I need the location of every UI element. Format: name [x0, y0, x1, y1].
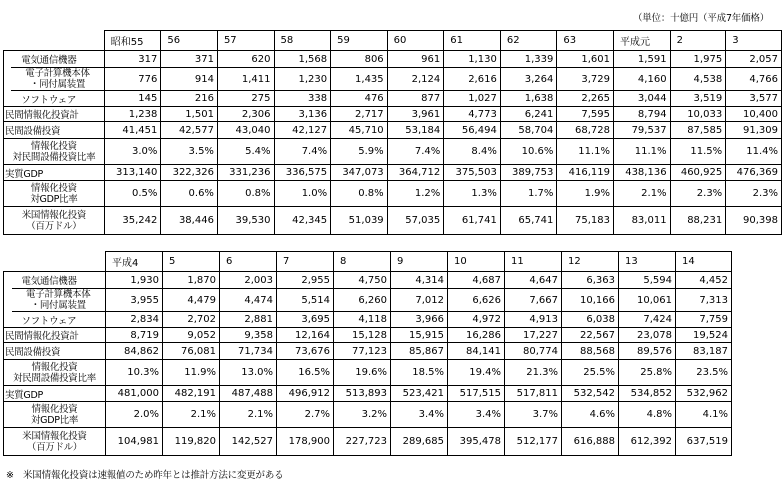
year-header: 6 — [220, 252, 277, 272]
value-cell: 5,514 — [277, 289, 334, 312]
value-cell: 2.1% — [220, 402, 277, 428]
row-label: 電子計算機本体 ・同付属装置 — [11, 68, 104, 91]
value-cell: 51,039 — [331, 207, 388, 235]
value-cell: 104,981 — [106, 428, 163, 456]
header-row — [4, 31, 782, 51]
value-cell: 178,900 — [277, 428, 334, 456]
group-bracket — [4, 51, 12, 107]
value-cell: 9,052 — [163, 328, 220, 343]
value-cell: 42,345 — [274, 207, 331, 235]
value-cell: 0.6% — [161, 181, 218, 207]
row-telecom — [4, 51, 782, 68]
value-cell: 6,363 — [562, 272, 619, 289]
value-cell: 8.4% — [444, 139, 501, 165]
it-investment-table-1 — [3, 30, 782, 235]
row-label: 民間設備投資 — [4, 122, 105, 139]
value-cell: 3.0% — [104, 139, 161, 165]
row-label: 電子計算機本体 ・同付属装置 — [12, 289, 106, 312]
value-cell: 142,527 — [220, 428, 277, 456]
value-cell: 389,753 — [500, 165, 557, 181]
value-cell: 58,704 — [500, 122, 557, 139]
year-header: 12 — [562, 252, 619, 272]
value-cell: 4,538 — [670, 68, 726, 91]
header-row — [4, 252, 732, 272]
value-cell: 73,676 — [277, 343, 334, 360]
value-cell: 11.5% — [670, 139, 726, 165]
value-cell: 5.9% — [331, 139, 388, 165]
value-cell: 2.3% — [726, 181, 782, 207]
row-us_it — [4, 428, 732, 456]
year-header: 63 — [557, 31, 614, 51]
value-cell: 416,119 — [557, 165, 614, 181]
year-header: 平成4 — [106, 252, 163, 272]
value-cell: 275 — [217, 91, 274, 107]
value-cell: 38,446 — [161, 207, 218, 235]
value-cell: 7.4% — [387, 139, 444, 165]
value-cell: 19.4% — [448, 360, 505, 386]
value-cell: 2,265 — [557, 91, 614, 107]
value-cell: 2,124 — [387, 68, 444, 91]
value-cell: 313,140 — [104, 165, 161, 181]
value-cell: 2,057 — [726, 51, 782, 68]
value-cell: 11.4% — [726, 139, 782, 165]
value-cell: 61,741 — [444, 207, 501, 235]
value-cell: 19.6% — [334, 360, 391, 386]
value-cell: 79,537 — [613, 122, 670, 139]
value-cell: 90,398 — [726, 207, 782, 235]
value-cell: 4,160 — [613, 68, 670, 91]
value-cell: 23,078 — [619, 328, 676, 343]
value-cell: 119,820 — [163, 428, 220, 456]
value-cell: 1.7% — [500, 181, 557, 207]
it-investment-table-2 — [3, 251, 732, 456]
value-cell: 2,306 — [217, 107, 274, 122]
value-cell: 371 — [161, 51, 218, 68]
value-cell: 6,626 — [448, 289, 505, 312]
year-header: 13 — [619, 252, 676, 272]
row-label: 実質GDP — [4, 165, 105, 181]
row-private_capex — [4, 343, 732, 360]
value-cell: 7,759 — [676, 312, 732, 328]
value-cell: 76,081 — [163, 343, 220, 360]
value-cell: 375,503 — [444, 165, 501, 181]
year-header: 7 — [277, 252, 334, 272]
value-cell: 56,494 — [444, 122, 501, 139]
value-cell: 84,141 — [448, 343, 505, 360]
row-computer — [4, 289, 732, 312]
value-cell: 1,238 — [104, 107, 161, 122]
value-cell: 7,595 — [557, 107, 614, 122]
value-cell: 914 — [161, 68, 218, 91]
value-cell: 4,913 — [505, 312, 562, 328]
value-cell: 3,961 — [387, 107, 444, 122]
value-cell: 11.1% — [613, 139, 670, 165]
value-cell: 1.9% — [557, 181, 614, 207]
row-label: 米国情報化投資 （百万ドル） — [4, 207, 105, 235]
value-cell: 2,616 — [444, 68, 501, 91]
row-label: 民間設備投資 — [4, 343, 106, 360]
value-cell: 1.0% — [274, 181, 331, 207]
value-cell: 776 — [104, 68, 161, 91]
year-header: 9 — [391, 252, 448, 272]
value-cell: 4,750 — [334, 272, 391, 289]
value-cell: 517,515 — [448, 386, 505, 402]
value-cell: 523,421 — [391, 386, 448, 402]
year-header: 58 — [274, 31, 331, 51]
value-cell: 637,519 — [676, 428, 732, 456]
value-cell: 482,191 — [163, 386, 220, 402]
row-it_ratio_gdp — [4, 402, 732, 428]
value-cell: 83,011 — [613, 207, 670, 235]
value-cell: 15,915 — [391, 328, 448, 343]
row-private_it — [4, 107, 782, 122]
row-label: 民間情報化投資計 — [4, 107, 105, 122]
value-cell: 476 — [331, 91, 388, 107]
value-cell: 10,400 — [726, 107, 782, 122]
value-cell: 57,035 — [387, 207, 444, 235]
row-us_it — [4, 207, 782, 235]
value-cell: 4.1% — [676, 402, 732, 428]
value-cell: 7,012 — [391, 289, 448, 312]
row-label: 情報化投資 対民間設備投資比率 — [4, 139, 105, 165]
value-cell: 2,881 — [220, 312, 277, 328]
value-cell: 513,893 — [334, 386, 391, 402]
value-cell: 18.5% — [391, 360, 448, 386]
year-header: 10 — [448, 252, 505, 272]
value-cell: 10,061 — [619, 289, 676, 312]
value-cell: 1,501 — [161, 107, 218, 122]
value-cell: 347,073 — [331, 165, 388, 181]
value-cell: 487,488 — [220, 386, 277, 402]
value-cell: 9,358 — [220, 328, 277, 343]
value-cell: 0.8% — [331, 181, 388, 207]
row-it_ratio_capex — [4, 139, 782, 165]
value-cell: 22,567 — [562, 328, 619, 343]
value-cell: 13.0% — [220, 360, 277, 386]
year-header: 56 — [161, 31, 218, 51]
value-cell: 289,685 — [391, 428, 448, 456]
value-cell: 3.7% — [505, 402, 562, 428]
value-cell: 7,667 — [505, 289, 562, 312]
value-cell: 616,888 — [562, 428, 619, 456]
value-cell: 42,127 — [274, 122, 331, 139]
value-cell: 65,741 — [500, 207, 557, 235]
value-cell: 1,435 — [331, 68, 388, 91]
value-cell: 395,478 — [448, 428, 505, 456]
value-cell: 4,452 — [676, 272, 732, 289]
value-cell: 42,577 — [161, 122, 218, 139]
value-cell: 7.4% — [274, 139, 331, 165]
row-label: 電気通信機器 — [12, 272, 106, 289]
value-cell: 7,424 — [619, 312, 676, 328]
value-cell: 89,576 — [619, 343, 676, 360]
value-cell: 8,719 — [106, 328, 163, 343]
value-cell: 4,479 — [163, 289, 220, 312]
value-cell: 19,524 — [676, 328, 732, 343]
row-it_ratio_capex — [4, 360, 732, 386]
row-label: 情報化投資 対民間設備投資比率 — [4, 360, 106, 386]
value-cell: 85,867 — [391, 343, 448, 360]
value-cell: 25.5% — [562, 360, 619, 386]
row-label: 電気通信機器 — [11, 51, 104, 68]
row-software — [4, 91, 782, 107]
value-cell: 4,474 — [220, 289, 277, 312]
value-cell: 1,638 — [500, 91, 557, 107]
value-cell: 1,601 — [557, 51, 614, 68]
value-cell: 322,326 — [161, 165, 218, 181]
value-cell: 16,286 — [448, 328, 505, 343]
header-blank — [4, 252, 106, 272]
value-cell: 4,972 — [448, 312, 505, 328]
value-cell: 91,309 — [726, 122, 782, 139]
year-header: 8 — [334, 252, 391, 272]
value-cell: 338 — [274, 91, 331, 107]
value-cell: 6,038 — [562, 312, 619, 328]
year-header: 2 — [670, 31, 726, 51]
value-cell: 3,966 — [391, 312, 448, 328]
value-cell: 532,962 — [676, 386, 732, 402]
row-private_capex — [4, 122, 782, 139]
value-cell: 1,591 — [613, 51, 670, 68]
value-cell: 21.3% — [505, 360, 562, 386]
value-cell: 961 — [387, 51, 444, 68]
value-cell: 68,728 — [557, 122, 614, 139]
value-cell: 1,568 — [274, 51, 331, 68]
year-header: 14 — [676, 252, 732, 272]
year-header: 59 — [331, 31, 388, 51]
value-cell: 3.4% — [448, 402, 505, 428]
value-cell: 0.8% — [217, 181, 274, 207]
value-cell: 10.3% — [106, 360, 163, 386]
value-cell: 532,542 — [562, 386, 619, 402]
value-cell: 806 — [331, 51, 388, 68]
value-cell: 534,852 — [619, 386, 676, 402]
value-cell: 16.5% — [277, 360, 334, 386]
value-cell: 3,955 — [106, 289, 163, 312]
value-cell: 10.6% — [500, 139, 557, 165]
value-cell: 4.8% — [619, 402, 676, 428]
value-cell: 15,128 — [334, 328, 391, 343]
value-cell: 41,451 — [104, 122, 161, 139]
row-it_ratio_gdp — [4, 181, 782, 207]
value-cell: 3.2% — [334, 402, 391, 428]
value-cell: 460,925 — [670, 165, 726, 181]
value-cell: 12,164 — [277, 328, 334, 343]
row-real_gdp — [4, 386, 732, 402]
value-cell: 517,811 — [505, 386, 562, 402]
value-cell: 216 — [161, 91, 218, 107]
row-label: ソフトウェア — [11, 91, 104, 107]
value-cell: 2,834 — [106, 312, 163, 328]
value-cell: 43,040 — [217, 122, 274, 139]
row-label: ソフトウェア — [12, 312, 106, 328]
value-cell: 1,130 — [444, 51, 501, 68]
value-cell: 6,241 — [500, 107, 557, 122]
year-header: 57 — [217, 31, 274, 51]
value-cell: 3.4% — [391, 402, 448, 428]
value-cell: 2,955 — [277, 272, 334, 289]
value-cell: 2.7% — [277, 402, 334, 428]
value-cell: 87,585 — [670, 122, 726, 139]
value-cell: 2.3% — [670, 181, 726, 207]
value-cell: 23.5% — [676, 360, 732, 386]
value-cell: 10,033 — [670, 107, 726, 122]
row-label: 民間情報化投資計 — [4, 328, 106, 343]
value-cell: 4,687 — [448, 272, 505, 289]
year-header: 11 — [505, 252, 562, 272]
value-cell: 145 — [104, 91, 161, 107]
year-header: 61 — [444, 31, 501, 51]
value-cell: 4,766 — [726, 68, 782, 91]
year-header: 5 — [163, 252, 220, 272]
value-cell: 317 — [104, 51, 161, 68]
value-cell: 612,392 — [619, 428, 676, 456]
value-cell: 481,000 — [106, 386, 163, 402]
value-cell: 5.4% — [217, 139, 274, 165]
value-cell: 71,734 — [220, 343, 277, 360]
value-cell: 7,313 — [676, 289, 732, 312]
value-cell: 8,794 — [613, 107, 670, 122]
value-cell: 6,260 — [334, 289, 391, 312]
row-label: 情報化投資 対GDP比率 — [4, 402, 106, 428]
value-cell: 4,647 — [505, 272, 562, 289]
value-cell: 77,123 — [334, 343, 391, 360]
header-blank — [4, 31, 105, 51]
group-bracket — [4, 272, 12, 328]
value-cell: 4,773 — [444, 107, 501, 122]
row-private_it — [4, 328, 732, 343]
value-cell: 83,187 — [676, 343, 732, 360]
value-cell: 10,166 — [562, 289, 619, 312]
value-cell: 1,870 — [163, 272, 220, 289]
value-cell: 496,912 — [277, 386, 334, 402]
year-header: 3 — [726, 31, 782, 51]
value-cell: 1,975 — [670, 51, 726, 68]
value-cell: 1,339 — [500, 51, 557, 68]
year-header: 60 — [387, 31, 444, 51]
row-telecom — [4, 272, 732, 289]
value-cell: 227,723 — [334, 428, 391, 456]
value-cell: 3,577 — [726, 91, 782, 107]
value-cell: 512,177 — [505, 428, 562, 456]
value-cell: 620 — [217, 51, 274, 68]
year-header: 62 — [500, 31, 557, 51]
value-cell: 364,712 — [387, 165, 444, 181]
value-cell: 4,314 — [391, 272, 448, 289]
value-cell: 3.5% — [161, 139, 218, 165]
value-cell: 39,530 — [217, 207, 274, 235]
value-cell: 1.2% — [387, 181, 444, 207]
row-real_gdp — [4, 165, 782, 181]
value-cell: 1,230 — [274, 68, 331, 91]
value-cell: 5,594 — [619, 272, 676, 289]
value-cell: 2,003 — [220, 272, 277, 289]
value-cell: 336,575 — [274, 165, 331, 181]
value-cell: 17,227 — [505, 328, 562, 343]
value-cell: 2.1% — [163, 402, 220, 428]
value-cell: 3,044 — [613, 91, 670, 107]
value-cell: 1.3% — [444, 181, 501, 207]
value-cell: 2,702 — [163, 312, 220, 328]
value-cell: 53,184 — [387, 122, 444, 139]
value-cell: 476,369 — [726, 165, 782, 181]
row-label: 米国情報化投資 （百万ドル） — [4, 428, 106, 456]
row-label: 情報化投資 対GDP比率 — [4, 181, 105, 207]
value-cell: 4.6% — [562, 402, 619, 428]
footnote: ※ 米国情報化投資は速報値のため昨年とは推計方法に変更がある — [6, 470, 284, 481]
value-cell: 3,729 — [557, 68, 614, 91]
value-cell: 75,183 — [557, 207, 614, 235]
value-cell: 11.9% — [163, 360, 220, 386]
value-cell: 438,136 — [613, 165, 670, 181]
value-cell: 1,027 — [444, 91, 501, 107]
year-header: 昭和55 — [104, 31, 161, 51]
value-cell: 1,930 — [106, 272, 163, 289]
value-cell: 25.8% — [619, 360, 676, 386]
value-cell: 3,264 — [500, 68, 557, 91]
value-cell: 3,519 — [670, 91, 726, 107]
year-header: 平成元 — [613, 31, 670, 51]
value-cell: 80,774 — [505, 343, 562, 360]
value-cell: 3,695 — [277, 312, 334, 328]
value-cell: 877 — [387, 91, 444, 107]
value-cell: 84,862 — [106, 343, 163, 360]
value-cell: 2,717 — [331, 107, 388, 122]
value-cell: 331,236 — [217, 165, 274, 181]
value-cell: 1,411 — [217, 68, 274, 91]
row-label: 実質GDP — [4, 386, 106, 402]
row-computer — [4, 68, 782, 91]
value-cell: 88,231 — [670, 207, 726, 235]
value-cell: 11.1% — [557, 139, 614, 165]
value-cell: 0.5% — [104, 181, 161, 207]
value-cell: 45,710 — [331, 122, 388, 139]
value-cell: 3,136 — [274, 107, 331, 122]
value-cell: 35,242 — [104, 207, 161, 235]
value-cell: 2.0% — [106, 402, 163, 428]
value-cell: 4,118 — [334, 312, 391, 328]
unit-note: （単位：十億円（平成7年価格） — [632, 13, 769, 24]
value-cell: 88,568 — [562, 343, 619, 360]
row-software — [4, 312, 732, 328]
value-cell: 2.1% — [613, 181, 670, 207]
